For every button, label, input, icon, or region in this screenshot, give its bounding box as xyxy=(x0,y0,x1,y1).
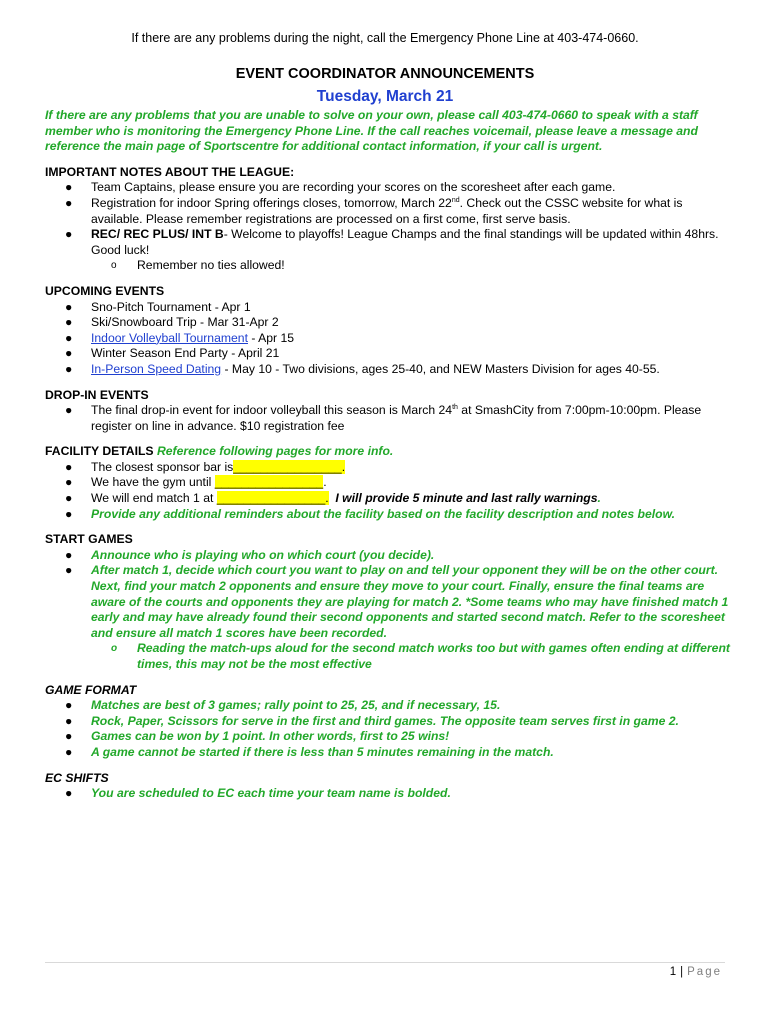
section-upcoming-events xyxy=(45,284,735,378)
section-start-games xyxy=(45,532,735,672)
section-heading: UPCOMING EVENTS xyxy=(45,283,165,298)
list-item: ● We have the gym until ________________. xyxy=(65,475,327,490)
speed-dating-link[interactable]: In-Person Speed Dating xyxy=(91,361,222,376)
list-item: ● We will end match 1 at ________________. I will provide 5 minute and last rally warnings. xyxy=(65,491,601,506)
list-item: ● Matches are best of 3 games; rally point to 25, 25, and if necessary, 15. xyxy=(65,698,501,713)
intro-paragraph: If there are any problems that you are unable to solve on your own, please call 403-474-0660 to speak with a staff member who is monitoring the Emergency Phone Line. If the call reaches voicemail, please leave a message and reference the main page of Sportscentre for additional contact information, if your call is urgent. xyxy=(45,108,698,154)
list-item: ● Games can be won by 1 point. In other words, first to 25 wins! xyxy=(65,729,450,744)
list-item: ● Registration for indoor Spring offerings closes, tomorrow, March 22nd. Check out the CSSC website for what is available. Please remember registrations are processed on a first come, first serve basis. xyxy=(65,195,683,226)
bullet-icon: ● xyxy=(65,698,73,713)
list-item: ● Winter Season End Party - April 21 xyxy=(65,346,280,361)
list-item: ● In-Person Speed Dating - May 10 - Two divisions, ages 25-40, and NEW Masters Division for ages 40-55. xyxy=(65,361,660,376)
bullet-icon: ● xyxy=(65,729,73,744)
list-item: ● A game cannot be started if there is less than 5 minutes remaining in the match. xyxy=(65,744,554,759)
end-match-blank: ________________. xyxy=(216,491,329,506)
bullet-icon: ● xyxy=(65,315,73,330)
bullet-icon: ● xyxy=(65,227,73,242)
circle-bullet-icon: o xyxy=(111,643,118,655)
section-heading: IMPORTANT NOTES ABOUT THE LEAGUE: xyxy=(45,164,295,179)
list-item: ● Provide any additional reminders about the facility based on the facility description and notes below. xyxy=(65,506,675,521)
sponsor-bar-blank: ________________. xyxy=(233,459,346,474)
bullet-icon: ● xyxy=(65,713,73,728)
gym-until-blank: ________________ xyxy=(214,475,324,490)
bullet-icon: ● xyxy=(65,180,73,195)
list-item: ● Announce who is playing who on which court (you decide). xyxy=(65,547,435,562)
section-game-format xyxy=(45,683,735,761)
bullet-icon: ● xyxy=(65,330,73,345)
section-facility-details xyxy=(45,444,735,522)
page-footer xyxy=(600,966,722,978)
bullet-icon: ● xyxy=(65,563,73,578)
section-heading: DROP-IN EVENTS xyxy=(45,387,149,402)
circle-bullet-icon: o xyxy=(111,260,117,272)
bullet-icon: ● xyxy=(65,547,73,562)
list-item: ● Indoor Volleyball Tournament - Apr 15 xyxy=(65,330,295,345)
list-item: ● You are scheduled to EC each time your team name is bolded. xyxy=(65,786,451,801)
page-label: Page xyxy=(687,966,722,978)
list-item: ● Ski/Snowboard Trip - Mar 31-Apr 2 xyxy=(65,315,279,330)
footer-separator: | xyxy=(680,966,684,978)
start-games-list xyxy=(45,548,735,673)
list-item: ● The final drop-in event for indoor volleyball this season is March 24th at SmashCity from 7:00pm-10:00pm. Please register on line in advance. $10 registration fee xyxy=(65,403,702,433)
list-item: ● After match 1, decide which court you want to play on and tell your opponent they will be on the other court. Next, find your match 2 opponents and ensure they move to your court. Finally, ensure the final teams are aware of the courts and opponents they are playing for match 2. *Some teams who may have finished match 1 early and may have already found their second opponents and started second match. Refer to the scoresheet and ensure all match 1 scores have been recorded. xyxy=(65,563,729,640)
section-heading: START GAMES xyxy=(45,532,133,547)
page-number: 1 xyxy=(669,966,677,978)
bullet-icon: ● xyxy=(65,299,73,314)
emergency-line-notice: If there are any problems during the night, call the Emergency Phone Line at 403-474-0660. xyxy=(131,31,639,45)
notes-list xyxy=(45,180,735,274)
page-date: Tuesday, March 21 xyxy=(316,88,454,105)
game-format-list xyxy=(45,698,735,760)
bullet-icon: ● xyxy=(65,361,73,376)
list-item: ● The closest sponsor bar is________________. xyxy=(65,459,346,474)
dropin-list xyxy=(45,403,735,434)
list-item: ● Sno-Pitch Tournament - Apr 1 xyxy=(65,299,251,314)
bullet-icon: ● xyxy=(65,475,73,490)
bullet-icon: ● xyxy=(65,403,73,418)
ec-shifts-list xyxy=(45,786,735,802)
section-heading: EC SHIFTS xyxy=(45,770,109,785)
list-item: ● Rock, Paper, Scissors for serve in the first and third games. The opposite team serves first in game 2. xyxy=(65,713,679,728)
sub-list-item: o Remember no ties allowed! xyxy=(111,258,285,273)
sub-list-item: o Reading the match-ups aloud for the second match works too but with games often ending at different times, this may not be the most effective xyxy=(111,641,730,671)
page-title: EVENT COORDINATOR ANNOUNCEMENTS xyxy=(235,66,535,82)
bullet-icon: ● xyxy=(65,346,73,361)
section-ec-shifts xyxy=(45,771,735,802)
volleyball-tournament-link[interactable]: Indoor Volleyball Tournament xyxy=(91,330,248,345)
section-drop-in-events xyxy=(45,388,735,435)
section-heading: FACILITY DETAILS Reference following pages for more info. xyxy=(45,444,394,459)
bullet-icon: ● xyxy=(65,506,73,521)
list-item: ● REC/ REC PLUS/ INT B- Welcome to playoffs! League Champs and the final standings will be updated within 48hrs. Good luck! xyxy=(65,227,719,257)
document-body xyxy=(45,108,735,802)
list-item: ● Team Captains, please ensure you are recording your scores on the scoresheet after each game. xyxy=(65,180,616,195)
bullet-icon: ● xyxy=(65,744,73,759)
bullet-icon: ● xyxy=(65,786,73,801)
section-heading: GAME FORMAT xyxy=(45,682,137,697)
facility-list xyxy=(45,460,735,522)
bullet-icon: ● xyxy=(65,459,73,474)
upcoming-list xyxy=(45,300,735,378)
bullet-icon: ● xyxy=(65,491,73,506)
bullet-icon: ● xyxy=(65,195,73,210)
footer-divider xyxy=(45,962,725,963)
section-important-notes xyxy=(45,165,735,274)
